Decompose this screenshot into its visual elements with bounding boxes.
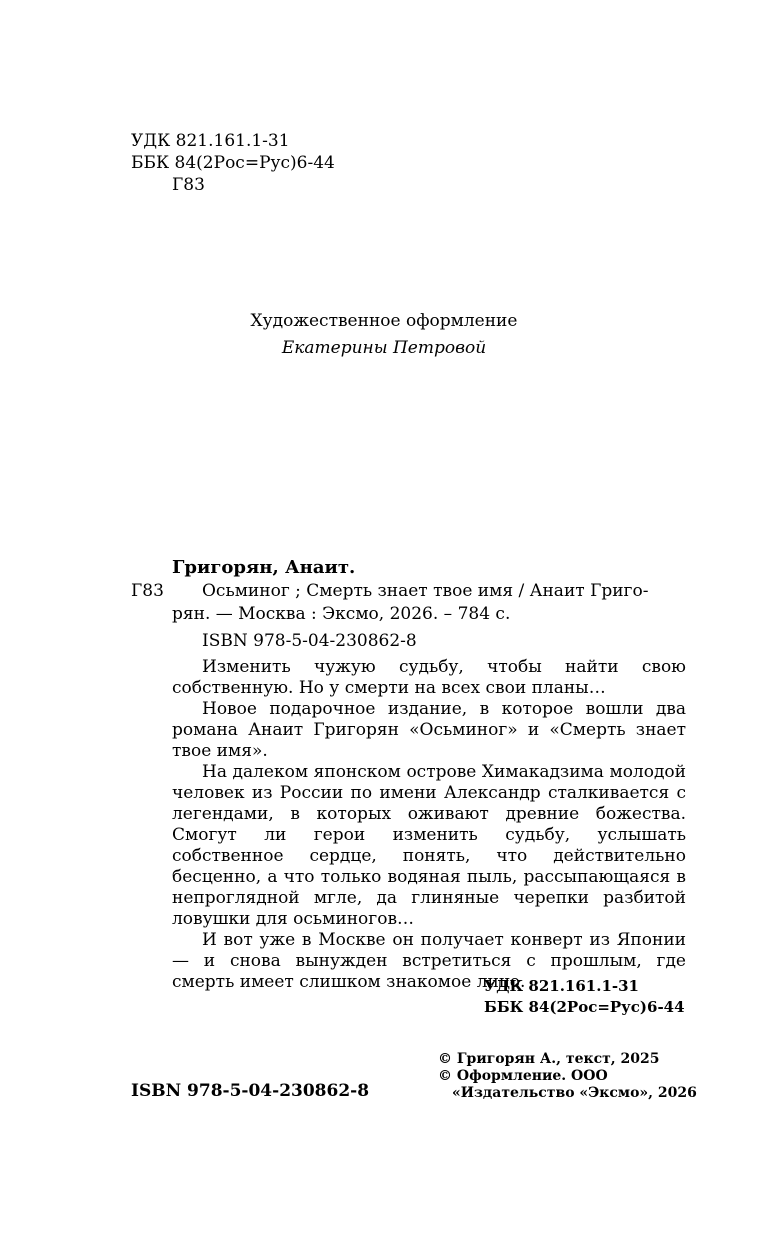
udk-bottom: УДК 821.161.1-31 xyxy=(484,977,639,995)
annotation-paragraph: И вот уже в Москве он получает конверт из Японии — и снова вынужден встретиться с прошлым, где смерть имеет слишком знакомое лицо. xyxy=(172,930,686,992)
annotation-paragraph: Изменить чужую судьбу, чтобы найти свою собственную. Но у смерти на всех свои планы… xyxy=(172,657,686,698)
author-heading: Григорян, Анаит. xyxy=(172,557,356,578)
record-isbn: ISBN 978-5-04-230862-8 xyxy=(202,631,417,651)
annotation xyxy=(172,657,686,993)
bbk-code: ББК 84(2Рос=Рус)6-44 xyxy=(131,153,335,173)
design-credit-name: Екатерины Петровой xyxy=(281,338,487,358)
copyright-text: © Григорян А., текст, 2025 xyxy=(438,1051,660,1067)
title-line-1: Осьминог ; Смерть знает твое имя / Анаит Григо- xyxy=(202,581,649,601)
annotation-paragraph: Новое подарочное издание, в которое вошли два романа Анаит Григорян «Осьминог» и «Смерть знает твое имя». xyxy=(172,699,686,761)
footer-isbn: ISBN 978-5-04-230862-8 xyxy=(131,1081,370,1101)
author-mark: Г83 xyxy=(172,175,205,195)
copyright-design: © Оформление. ООО xyxy=(438,1068,608,1084)
design-credit-label: Художественное оформление xyxy=(250,311,518,331)
copyright-publisher: «Издательство «Эксмо», 2026 xyxy=(452,1085,697,1101)
bbk-bottom: ББК 84(2Рос=Рус)6-44 xyxy=(484,998,685,1016)
title-line-2: рян. — Москва : Эксмо, 2026. – 784 с. xyxy=(172,604,511,624)
udk-code: УДК 821.161.1-31 xyxy=(131,131,290,151)
record-mark: Г83 xyxy=(131,581,164,601)
annotation-paragraph: На далеком японском острове Химакадзима молодой человек из России по имени Александр сталкивается с легендами, в которых оживают древние божества. Смогут ли герои изменить судьбу, услышать собственное сердце, понять, что действительно бесценно, а что только водяная пыль, рассыпающаяся в непроглядной мгле, да глиняные черепки разбитой ловушки для осьминогов… xyxy=(172,762,686,929)
